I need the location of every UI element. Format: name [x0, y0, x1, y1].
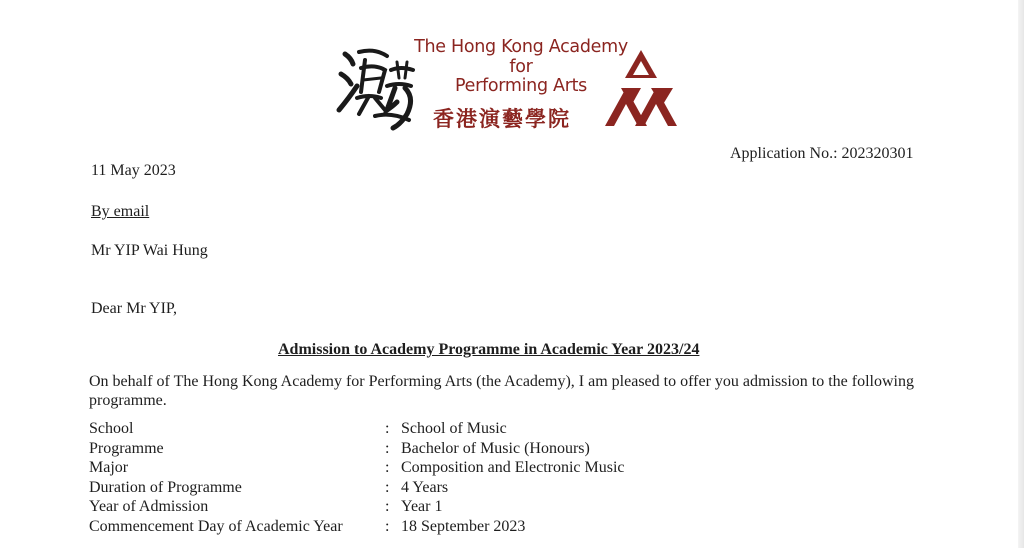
detail-value: Year 1 — [401, 498, 443, 515]
detail-label: Programme — [89, 439, 164, 457]
recipient-name: Mr YIP Wai Hung — [91, 242, 208, 259]
detail-separator: : — [385, 498, 390, 515]
delivery-method: By email — [91, 203, 150, 220]
detail-label: Year of Admission — [89, 498, 209, 515]
detail-separator: : — [385, 459, 390, 476]
letter-subject: Admission to Academy Programme in Academic Year 2023/24 — [278, 341, 700, 358]
detail-separator: : — [385, 478, 390, 496]
detail-value: Bachelor of Music (Honours) — [401, 439, 590, 457]
detail-value: Composition and Electronic Music — [401, 459, 625, 476]
application-number: Application No.: 202320301 — [730, 145, 914, 162]
academy-emblem-icon — [591, 48, 691, 128]
detail-label: Duration of Programme — [89, 478, 242, 496]
detail-value: 18 September 2023 — [401, 517, 526, 535]
detail-value: 4 Years — [401, 478, 449, 496]
detail-label: Major — [89, 459, 129, 476]
detail-separator: : — [385, 420, 390, 437]
letter-date: 11 May 2023 — [91, 162, 176, 179]
detail-separator: : — [385, 517, 390, 535]
academy-logo — [335, 38, 695, 133]
detail-separator: : — [385, 439, 390, 457]
body-paragraph: On behalf of The Hong Kong Academy for Performing Arts (the Academy), I am pleased to offer you admission to the following programme. — [89, 373, 914, 409]
academy-chinese-name: 香港演藝學院 — [433, 106, 571, 131]
salutation: Dear Mr YIP, — [91, 300, 178, 317]
detail-label: School — [89, 420, 134, 437]
academy-english-name: The Hong Kong Academy for Performing Arts — [414, 37, 628, 96]
detail-value: School of Music — [401, 420, 507, 437]
page-edge-shadow — [1018, 0, 1024, 548]
detail-label: Commencement Day of Academic Year — [89, 517, 343, 535]
